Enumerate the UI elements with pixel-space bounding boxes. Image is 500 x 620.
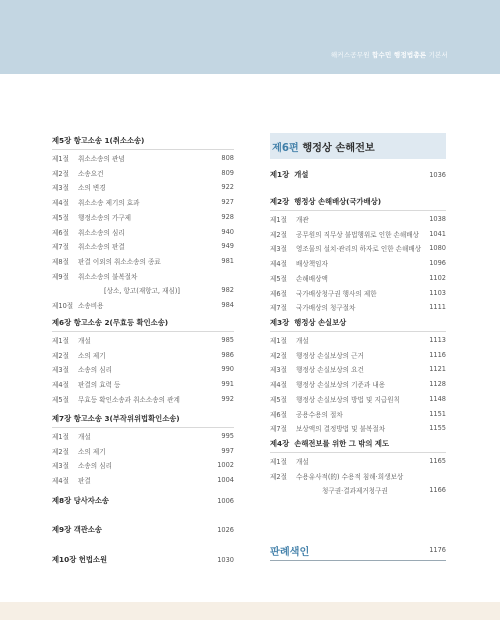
section-page: 1148 xyxy=(429,394,446,403)
chapter-name: 제9장 객관소송 xyxy=(52,525,102,534)
toc-row[interactable] xyxy=(52,431,234,441)
section-title: 소의 제기 xyxy=(78,351,106,360)
section-page: 981 xyxy=(221,256,234,265)
section-title: 취소소송의 심리 xyxy=(78,228,125,237)
section-page: 1121 xyxy=(429,365,446,374)
section-title: 취소소송의 불복절차 xyxy=(78,272,138,281)
section-title: 판결 이외의 취소소송의 종료 xyxy=(78,257,161,266)
chapter-number: 제4장 xyxy=(270,439,290,448)
section-title: 취소소송의 판결 xyxy=(78,243,125,252)
section-title: 개설 xyxy=(296,337,309,345)
section-page: 1103 xyxy=(429,288,446,297)
section-page: 995 xyxy=(221,432,234,440)
section-title: 행정상 손실보상의 방법 및 지급원칙 xyxy=(296,395,400,404)
chapter-name: 행정상 손해배상(국가배상) xyxy=(294,197,382,206)
section-title: 개설 xyxy=(78,337,91,345)
case-index-title: 판례색인 xyxy=(270,546,310,558)
chapter-rule xyxy=(270,210,446,211)
chapter-page: 1006 xyxy=(217,497,234,505)
section-title: 행정상 손실보상의 근거 xyxy=(296,351,364,360)
section-number: 제5절 xyxy=(270,274,287,283)
chapter-heading[interactable] xyxy=(270,170,446,180)
section-title: [상소, 항고(재항고, 재심)] xyxy=(104,287,180,296)
section-title: 소송의 심리 xyxy=(78,366,112,375)
chapter-title xyxy=(270,170,308,180)
chapter-rule xyxy=(52,427,234,428)
section-title: 영조물의 설치·관리의 하자로 인한 손해배상 xyxy=(296,245,422,254)
section-page: 991 xyxy=(221,380,234,389)
section-page: 808 xyxy=(221,154,234,162)
running-header xyxy=(331,50,448,59)
toc-row[interactable] xyxy=(270,423,446,433)
section-page: 928 xyxy=(221,212,234,221)
section-number: 제1절 xyxy=(270,458,287,466)
toc-row[interactable] xyxy=(52,350,234,360)
toc-row[interactable] xyxy=(52,475,234,485)
section-number: 제3절 xyxy=(270,245,287,254)
section-number: 제2절 xyxy=(270,351,287,360)
section-page: 927 xyxy=(221,198,234,207)
chapter-heading[interactable] xyxy=(52,555,234,565)
toc-row[interactable] xyxy=(52,394,234,404)
part-heading xyxy=(270,133,446,159)
chapter-heading[interactable] xyxy=(52,318,234,328)
section-number: 제4절 xyxy=(52,199,69,208)
section-number: 제3절 xyxy=(52,184,69,193)
section-page: 1128 xyxy=(429,380,446,389)
section-title: 손해배상액 xyxy=(296,274,328,283)
section-number: 제4절 xyxy=(270,260,287,269)
chapter-number: 제3장 xyxy=(270,318,290,327)
section-page: 1096 xyxy=(429,259,446,268)
section-number: 제3절 xyxy=(52,366,69,375)
toc-row[interactable] xyxy=(270,379,446,389)
chapter-heading[interactable] xyxy=(52,496,234,506)
toc-row[interactable] xyxy=(270,350,446,360)
chapter-title xyxy=(52,136,144,146)
toc-row[interactable] xyxy=(270,302,446,312)
part-number: 제6편 xyxy=(272,142,299,154)
page-header xyxy=(0,0,500,74)
header-book-title: 합수민 행정법총론 xyxy=(371,51,427,59)
chapter-title xyxy=(52,496,109,506)
section-page: 922 xyxy=(221,183,234,192)
section-number: 제5절 xyxy=(270,395,287,404)
section-title: 공무원의 직무상 불법행위로 인한 손해배상 xyxy=(296,230,420,239)
header-brand: 해커스공무원 xyxy=(330,51,370,59)
section-page: 940 xyxy=(221,227,234,236)
section-title: 소의 제기 xyxy=(78,447,106,456)
section-number: 제4절 xyxy=(52,477,69,486)
toc-row[interactable] xyxy=(52,256,234,266)
case-index-entry[interactable] xyxy=(270,540,446,561)
toc-row[interactable] xyxy=(270,364,446,374)
section-number: 제7절 xyxy=(270,425,287,434)
chapter-heading[interactable] xyxy=(270,318,446,328)
chapter-name: 제10장 헌법소원 xyxy=(52,555,107,564)
section-page: 1004 xyxy=(217,476,234,485)
toc-row[interactable] xyxy=(52,364,234,374)
toc-row[interactable] xyxy=(270,258,446,268)
chapter-title xyxy=(270,439,389,449)
section-page: 1041 xyxy=(429,229,446,238)
section-page: 1155 xyxy=(429,424,446,433)
toc-row[interactable] xyxy=(52,460,234,470)
section-number: 제3절 xyxy=(52,462,69,471)
chapter-name: 제5장 항고소송 1(취소소송) xyxy=(52,136,145,145)
toc-row[interactable] xyxy=(52,182,234,192)
toc-row[interactable] xyxy=(270,229,446,239)
chapter-title xyxy=(270,197,381,207)
section-number: 제2절 xyxy=(270,230,287,239)
section-number: 제5절 xyxy=(52,213,69,222)
toc-row[interactable] xyxy=(270,288,446,298)
toc-row[interactable] xyxy=(270,409,446,419)
toc-row[interactable] xyxy=(270,243,446,253)
section-number: 제7절 xyxy=(52,243,69,252)
case-index-page: 1176 xyxy=(429,546,446,554)
part-name: 행정상 손해전보 xyxy=(302,142,375,154)
section-page: 992 xyxy=(221,394,234,403)
toc-row[interactable] xyxy=(52,168,234,178)
section-number: 제2절 xyxy=(52,169,69,178)
section-number: 제4절 xyxy=(270,381,287,390)
section-page: 1002 xyxy=(217,461,234,470)
section-number: 제3절 xyxy=(270,366,287,375)
section-title: 개설 xyxy=(296,458,309,466)
section-title: 판결의 효력 등 xyxy=(78,381,121,390)
section-title: 취소소송의 관념 xyxy=(78,155,125,163)
section-title: 행정상 손실보상의 기준과 내용 xyxy=(296,381,386,390)
section-page: 990 xyxy=(221,365,234,374)
section-number: 제6절 xyxy=(270,289,287,298)
chapter-title xyxy=(52,414,180,424)
chapter-heading[interactable] xyxy=(52,525,234,535)
section-page: 1151 xyxy=(429,409,446,418)
section-number: 제1절 xyxy=(270,216,287,224)
chapter-name: 제6장 항고소송 2(무효등 확인소송) xyxy=(52,318,169,327)
chapter-name: 제8장 당사자소송 xyxy=(52,496,109,505)
section-number: 제6절 xyxy=(270,410,287,419)
toc-row[interactable] xyxy=(270,335,446,345)
section-page: 1166 xyxy=(429,486,446,495)
section-page: 1165 xyxy=(429,457,446,465)
toc-row[interactable] xyxy=(270,214,446,224)
section-title: 배상책임자 xyxy=(296,260,328,269)
section-number: 제4절 xyxy=(52,381,69,390)
section-number: 제1절 xyxy=(52,433,69,441)
chapter-page: 1036 xyxy=(429,171,446,179)
section-page: 985 xyxy=(221,336,234,344)
toc-row[interactable] xyxy=(270,471,446,481)
section-number: 제1절 xyxy=(52,337,69,345)
section-page: 984 xyxy=(221,301,234,309)
chapter-title xyxy=(52,555,107,565)
toc-row[interactable] xyxy=(270,273,446,283)
section-page: 982 xyxy=(221,286,234,295)
chapter-heading[interactable] xyxy=(52,136,234,146)
section-number: 제5절 xyxy=(52,395,69,404)
section-title: 보상액의 결정방법 및 불복절차 xyxy=(296,425,386,434)
page-footer xyxy=(0,602,500,620)
section-title: 소송의 심리 xyxy=(78,462,112,471)
toc-row[interactable] xyxy=(52,285,234,295)
chapter-page: 1026 xyxy=(217,526,234,534)
section-number: 제1절 xyxy=(52,155,69,163)
section-number: 제10절 xyxy=(52,302,74,310)
toc-row[interactable] xyxy=(52,335,234,345)
section-title: 행정상 손실보상의 요건 xyxy=(296,366,364,375)
toc-row[interactable] xyxy=(52,446,234,456)
section-page: 1111 xyxy=(429,303,446,312)
chapter-name: 개설 xyxy=(294,170,309,179)
section-page: 809 xyxy=(221,168,234,177)
section-title: 국가배상청구권 행사의 제한 xyxy=(296,289,377,298)
header-suffix: 기본서 xyxy=(428,51,448,59)
chapter-name: 제7장 항고소송 3(부작위위법확인소송) xyxy=(52,414,180,423)
section-number: 제9절 xyxy=(52,272,69,281)
toc-row[interactable] xyxy=(52,212,234,222)
section-page: 1038 xyxy=(429,215,446,223)
chapter-title xyxy=(52,318,168,328)
section-title: 수용유사적(的) 수용적 침해·희생보상 xyxy=(296,472,404,481)
section-page: 949 xyxy=(221,242,234,251)
section-number: 제8절 xyxy=(52,257,69,266)
chapter-number: 제1장 xyxy=(270,170,290,179)
section-number: 제2절 xyxy=(52,447,69,456)
part-title xyxy=(270,139,375,154)
section-page: 1116 xyxy=(429,350,446,359)
section-title: 청구권·결과제거청구권 xyxy=(322,487,388,496)
chapter-title xyxy=(270,318,346,328)
chapter-rule xyxy=(52,331,234,332)
section-title: 소송요건 xyxy=(78,169,104,178)
chapter-name: 행정상 손실보상 xyxy=(294,318,347,327)
section-page: 1102 xyxy=(429,273,446,282)
toc-row[interactable] xyxy=(52,379,234,389)
toc-row[interactable] xyxy=(270,394,446,404)
chapter-title xyxy=(52,525,102,535)
chapter-rule xyxy=(270,452,446,453)
section-number: 제2절 xyxy=(270,472,287,481)
section-number: 제1절 xyxy=(270,337,287,345)
section-number: 제6절 xyxy=(52,228,69,237)
toc-row[interactable] xyxy=(52,197,234,207)
section-title: 판결 xyxy=(78,477,91,486)
section-title: 공용수용의 절차 xyxy=(296,410,343,419)
chapter-rule xyxy=(52,149,234,150)
section-page: 997 xyxy=(221,446,234,455)
section-title: 국가배상의 청구절차 xyxy=(296,304,356,313)
toc-row[interactable] xyxy=(52,300,234,310)
chapter-rule xyxy=(270,331,446,332)
chapter-heading[interactable] xyxy=(52,414,234,424)
section-page: 1080 xyxy=(429,244,446,253)
section-page: 986 xyxy=(221,350,234,359)
section-title: 개관 xyxy=(296,216,309,224)
toc-row[interactable] xyxy=(52,153,234,163)
toc-row[interactable] xyxy=(270,485,446,495)
chapter-heading[interactable] xyxy=(270,197,446,207)
chapter-number: 제2장 xyxy=(270,197,290,206)
section-title: 무효등 확인소송과 취소소송의 관계 xyxy=(78,395,180,404)
toc-row[interactable] xyxy=(52,271,234,281)
toc-row[interactable] xyxy=(52,227,234,237)
section-page: 1113 xyxy=(429,336,446,344)
section-title: 취소소송 제기의 효과 xyxy=(78,199,140,208)
chapter-heading[interactable] xyxy=(270,439,446,449)
section-title: 행정소송의 가구제 xyxy=(78,213,132,222)
toc-row[interactable] xyxy=(52,241,234,251)
toc-row[interactable] xyxy=(270,456,446,466)
chapter-name: 손해전보를 위한 그 밖의 제도 xyxy=(294,439,390,448)
section-title: 소송비용 xyxy=(78,302,104,310)
section-title: 소의 변경 xyxy=(78,184,106,193)
section-title: 개설 xyxy=(78,433,91,441)
section-number: 제2절 xyxy=(52,351,69,360)
chapter-page: 1030 xyxy=(217,556,234,564)
section-number: 제7절 xyxy=(270,304,287,313)
